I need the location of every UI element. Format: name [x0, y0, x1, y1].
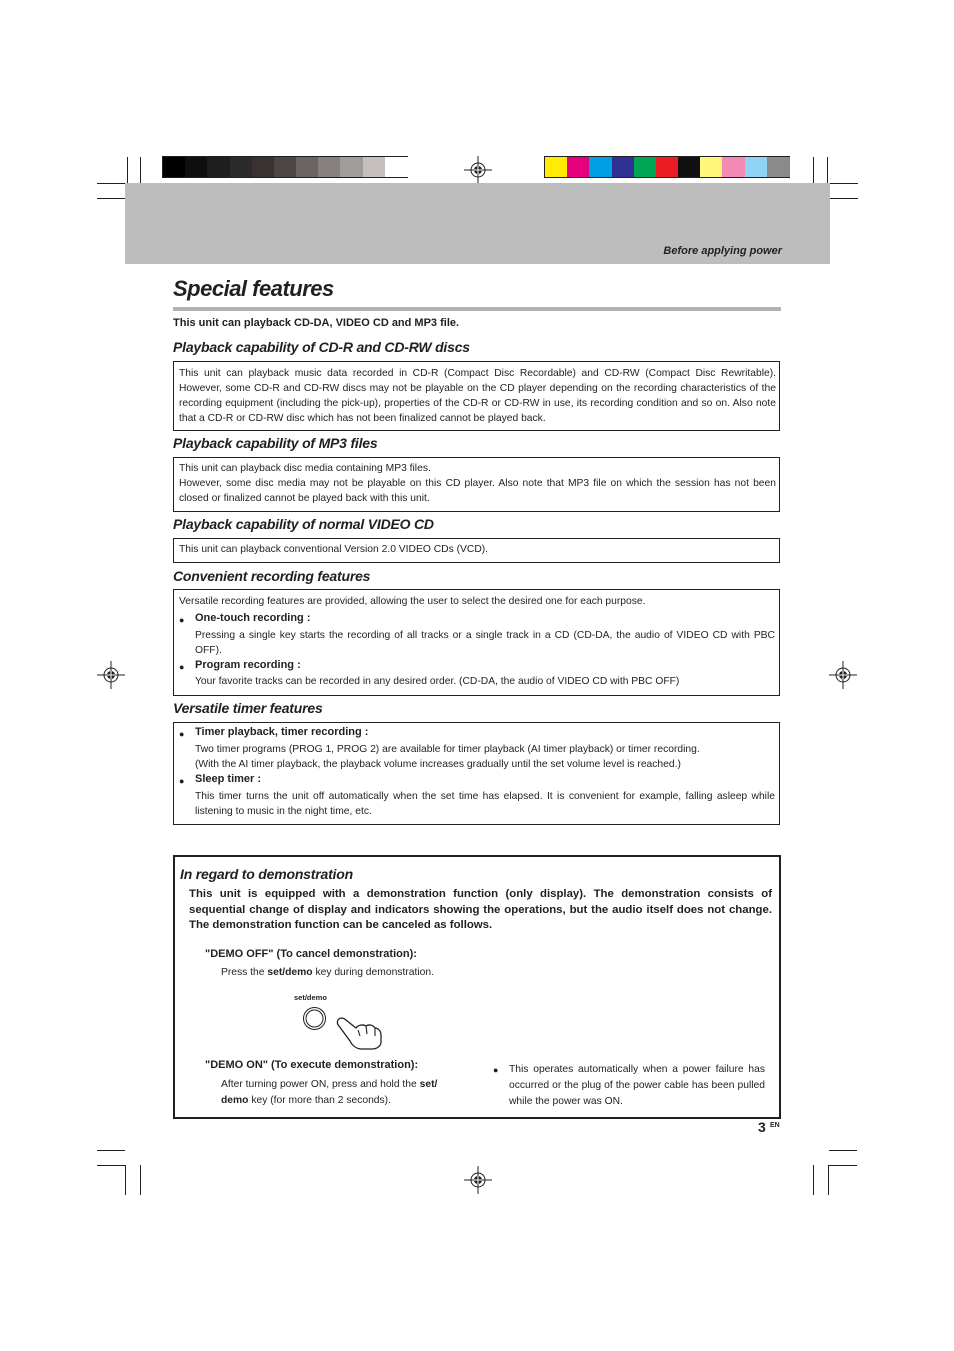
color-swatch [767, 157, 790, 177]
demo-off-key: set/demo [267, 967, 313, 978]
demo-on-key-b: demo [221, 1095, 249, 1106]
section-heading-recording: Convenient recording features [173, 568, 371, 584]
color-swatch [363, 157, 386, 177]
color-swatch [678, 157, 701, 177]
mp3-line2: However, some disc media may not be playable on this CD player. Also note that MP3 file on which the session has not been closed or finalized cannot be played back with this unit. [179, 478, 776, 504]
bullet-icon: ● [179, 776, 185, 786]
color-swatch [612, 157, 635, 177]
registration-target-icon [829, 661, 857, 689]
registration-target-icon [464, 156, 492, 184]
color-swatch [700, 157, 723, 177]
color-swatch [185, 157, 208, 177]
timer-item-text: Two timer programs (PROG 1, PROG 2) are available for timer playback (AI timer playback) or timer recording. [195, 744, 700, 755]
registration-target-icon [464, 1166, 492, 1194]
timer-item-text: This timer turns the unit off automatically when the set time has elapsed. It is convenient for example, falling asleep while listening to music in the night time, etc. [195, 791, 775, 817]
cdr-body: This unit can playback music data recorded in CD-R (Compact Disc Recordable) and CD-RW (Compact Disc Rewritable). However, some CD-R and CD-RW discs may not be playable on the CD player depending on the recording characteristics of the recording equipment (including the pick-up), properties of the CD-R or CD-RW in use, its recording condition and so on. Also note that a CD-R or CD-RW disc which has not been finalized cannot be played back. [179, 368, 776, 424]
section-heading-mp3: Playback capability of MP3 files [173, 435, 378, 451]
demo-off-post: key during demonstration. [312, 967, 434, 978]
process-color-bar [544, 156, 790, 178]
title-rule [173, 307, 781, 311]
color-swatch [722, 157, 745, 177]
color-swatch [340, 157, 363, 177]
grayscale-color-bar [162, 156, 408, 178]
recording-item-text: Pressing a single key starts the recording of all tracks or a single track in a CD (CD-DA, the audio of VIDEO CD with PBC OFF). [195, 630, 775, 656]
demo-off-pre: Press the [221, 967, 268, 978]
set-demo-key-label: set/demo [294, 993, 327, 1002]
bullet-icon: ● [179, 662, 185, 672]
page-language: EN [770, 1122, 780, 1129]
color-swatch [385, 157, 408, 177]
timer-item-title: Sleep timer : [195, 773, 262, 785]
color-swatch [252, 157, 275, 177]
running-title: Before applying power [663, 245, 782, 257]
recording-item-title: One-touch recording : [195, 612, 311, 624]
color-swatch [545, 157, 568, 177]
page-title: Special features [173, 276, 334, 301]
color-swatch [318, 157, 341, 177]
bullet-icon: ● [493, 1065, 499, 1075]
demo-off-title: "DEMO OFF" (To cancel demonstration): [205, 948, 417, 960]
color-swatch [589, 157, 612, 177]
demo-off-text [221, 967, 434, 978]
demo-on-pre: After turning power ON, press and hold the [221, 1079, 420, 1090]
section-heading-vcd: Playback capability of normal VIDEO CD [173, 516, 434, 532]
demo-on-post: key (for more than 2 seconds). [248, 1095, 391, 1106]
intro-text: This unit can playback CD-DA, VIDEO CD and MP3 file. [173, 317, 460, 329]
timer-item-text: (With the AI timer playback, the playback volume increases gradually until the set volume level is reached.) [195, 759, 681, 770]
color-swatch [656, 157, 679, 177]
demo-lead: This unit is equipped with a demonstration function (only display). The demonstration consists of sequential change of display and indicators showing the operations, but the audio itself does not change. The demonstration function can be canceled as follows. [189, 888, 772, 931]
color-swatch [163, 157, 186, 177]
recording-item-title: Program recording : [195, 659, 301, 671]
demo-heading: In regard to demonstration [180, 866, 353, 882]
demo-note: This operates automatically when a power failure has occurred or the plug of the power cable has been pulled while the power was ON. [509, 1064, 765, 1107]
recording-intro: Versatile recording features are provided, allowing the user to select the desired one for each purpose. [179, 596, 646, 607]
registration-target-icon [97, 661, 125, 689]
demo-on-title: "DEMO ON" (To execute demonstration): [205, 1059, 419, 1071]
color-swatch [567, 157, 590, 177]
vcd-body: This unit can playback conventional Version 2.0 VIDEO CDs (VCD). [179, 544, 489, 555]
color-swatch [745, 157, 768, 177]
color-swatch [274, 157, 297, 177]
timer-item-title: Timer playback, timer recording : [195, 726, 369, 738]
page-number: 3 [758, 1119, 766, 1135]
color-swatch [296, 157, 319, 177]
color-swatch [207, 157, 230, 177]
bullet-icon: ● [179, 729, 185, 739]
color-swatch [230, 157, 253, 177]
demo-on-key-a: set/ [419, 1079, 438, 1090]
pointing-hand-icon [336, 1016, 384, 1050]
section-heading-timer: Versatile timer features [173, 700, 323, 716]
recording-item-text: Your favorite tracks can be recorded in any desired order. (CD-DA, the audio of VIDEO CD with PBC OFF) [195, 676, 680, 687]
set-demo-key-icon [302, 1006, 328, 1032]
demo-on-text [221, 1077, 461, 1109]
mp3-line1: This unit can playback disc media containing MP3 files. [179, 463, 431, 474]
section-heading-cdr: Playback capability of CD-R and CD-RW discs [173, 339, 470, 355]
bullet-icon: ● [179, 615, 185, 625]
color-swatch [634, 157, 657, 177]
